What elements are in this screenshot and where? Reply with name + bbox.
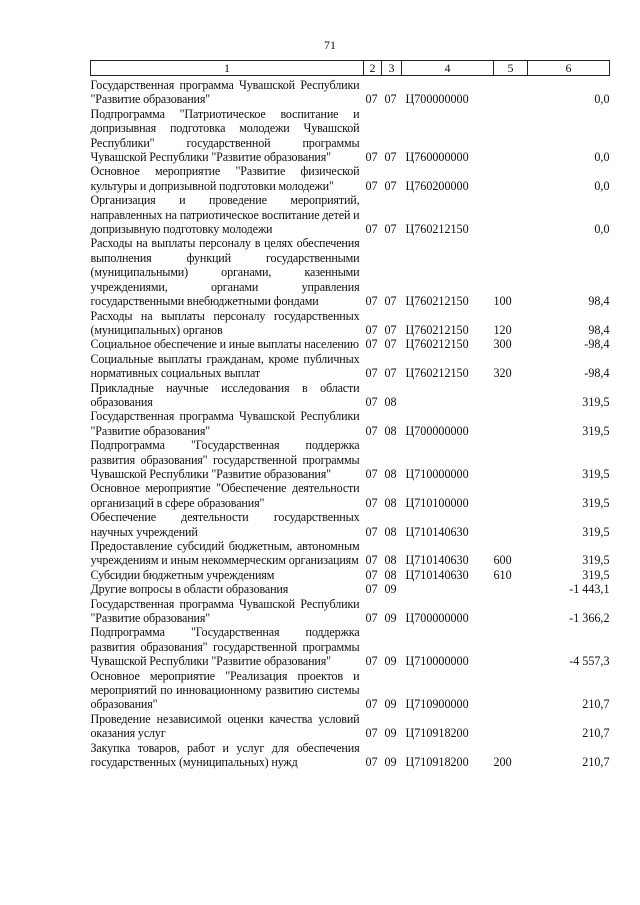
row-amount: 319,5 (582, 495, 610, 510)
row-section-code: 07 (365, 466, 378, 481)
row-expense-type-code (494, 164, 528, 193)
table-row (91, 597, 610, 626)
table-row (91, 481, 610, 510)
row-section-code: 07 (365, 322, 378, 337)
row-section-code: 07 (365, 394, 378, 409)
row-target-article-code: Ц710140630 (405, 567, 469, 582)
row-expense-type-code: 120 (493, 322, 512, 337)
row-expense-type-code (494, 481, 528, 510)
row-section-code: 07 (365, 178, 378, 193)
row-target-article-code: Ц710000000 (405, 654, 469, 669)
row-section-code: 07 (365, 294, 378, 309)
row-expense-type-code (494, 510, 528, 539)
row-subsection-code: 09 (384, 755, 397, 770)
row-subsection-code: 07 (384, 222, 397, 237)
table-row (91, 582, 610, 596)
row-amount: -4 557,3 (569, 654, 610, 669)
row-target-article-code (402, 582, 494, 596)
row-target-article-code: Ц760212150 (405, 222, 469, 237)
row-target-article-code: Ц710900000 (405, 697, 469, 712)
row-name: Подпрограмма "Государственная поддержка развития образования" государственной программы Чувашской Республики "Развитие образования" (90, 625, 360, 669)
row-name: Обеспечение деятельности государственных научных учреждений (90, 510, 360, 539)
row-name: Государственная программа Чувашской Республики "Развитие образования" (90, 409, 360, 438)
row-section-code: 07 (365, 726, 378, 741)
table-row (91, 309, 610, 338)
table-row (91, 337, 610, 351)
row-section-code: 07 (365, 337, 378, 352)
table-row (91, 510, 610, 539)
row-expense-type-code (494, 193, 528, 236)
row-subsection-code: 07 (384, 337, 397, 352)
column-header-section: 2 (364, 61, 382, 76)
table-row (91, 712, 610, 741)
row-name: Основное мероприятие "Обеспечение деятельности организаций в сфере образования" (90, 481, 360, 510)
row-subsection-code: 09 (384, 582, 397, 597)
row-name: Проведение независимой оценки качества условий оказания услуг (90, 711, 360, 741)
row-expense-type-code (494, 107, 528, 165)
row-subsection-code: 09 (384, 611, 397, 626)
row-amount: 210,7 (582, 726, 610, 741)
column-header-name: 1 (91, 61, 364, 76)
row-target-article-code: Ц710100000 (405, 495, 469, 510)
row-amount: 319,5 (582, 524, 610, 539)
row-section-code: 07 (365, 150, 378, 165)
row-section-code: 07 (365, 524, 378, 539)
row-expense-type-code: 610 (493, 567, 512, 582)
row-expense-type-code: 300 (493, 337, 512, 352)
row-subsection-code: 08 (384, 524, 397, 539)
row-expense-type-code: 100 (493, 294, 512, 309)
row-name: Основное мероприятие "Развитие физической культуры и допризывной подготовки молодежи" (90, 164, 360, 193)
column-header-subsection: 3 (382, 61, 402, 76)
row-amount: 210,7 (582, 755, 610, 770)
row-subsection-code: 09 (384, 697, 397, 712)
row-section-code: 07 (365, 755, 378, 770)
row-subsection-code: 08 (384, 394, 397, 409)
row-subsection-code: 07 (384, 294, 397, 309)
row-subsection-code: 08 (384, 423, 397, 438)
row-target-article-code: Ц700000000 (405, 92, 469, 107)
row-subsection-code: 09 (384, 654, 397, 669)
row-name: Расходы на выплаты персоналу в целях обеспечения выполнения функций государственными (муниципальными) органами, казенными учреждениями, органами управления государственными внебюджетными фондами (90, 236, 360, 309)
table-row (91, 741, 610, 770)
table-row (91, 76, 610, 107)
table-row (91, 625, 610, 668)
row-amount: 0,0 (594, 150, 610, 165)
row-amount: 319,5 (582, 394, 610, 409)
row-target-article-code: Ц710918200 (405, 726, 469, 741)
row-target-article-code: Ц700000000 (405, 611, 469, 626)
row-section-code: 07 (365, 611, 378, 626)
row-section-code: 07 (365, 697, 378, 712)
row-subsection-code: 07 (384, 366, 397, 381)
row-subsection-code: 08 (384, 553, 397, 568)
row-expense-type-code (494, 381, 528, 410)
row-section-code: 07 (365, 92, 378, 107)
row-amount: 319,5 (582, 466, 610, 481)
table-row (91, 381, 610, 410)
table-row (91, 539, 610, 568)
row-name: Закупка товаров, работ и услуг для обеспечения государственных (муниципальных) нужд (90, 740, 360, 770)
row-amount: 98,4 (588, 294, 610, 309)
row-target-article-code: Ц710140630 (405, 524, 469, 539)
row-name: Расходы на выплаты персоналу государственных (муниципальных) органов (90, 308, 360, 337)
row-section-code: 07 (365, 495, 378, 510)
table-row (91, 568, 610, 582)
row-target-article-code: Ц710140630 (405, 553, 469, 568)
table-row (91, 669, 610, 712)
row-target-article-code: Ц760000000 (405, 150, 469, 165)
row-subsection-code: 08 (384, 466, 397, 481)
row-name: Социальные выплаты гражданам, кроме публичных нормативных социальных выплат (90, 351, 360, 381)
row-amount: 0,0 (594, 92, 610, 107)
row-amount: 0,0 (594, 222, 610, 237)
column-header-expense-type: 5 (494, 61, 528, 76)
row-subsection-code: 07 (384, 322, 397, 337)
row-amount: -98,4 (584, 337, 610, 352)
table-row (91, 236, 610, 308)
row-name: Организация и проведение мероприятий, направленных на патриотическое воспитание детей и допризывную подготовку молодежи (90, 193, 360, 237)
row-amount: 319,5 (582, 423, 610, 438)
row-expense-type-code (494, 409, 528, 438)
row-target-article-code: Ц760212150 (405, 366, 469, 381)
budget-table (90, 60, 610, 770)
row-section-code: 07 (365, 423, 378, 438)
row-subsection-code: 09 (384, 726, 397, 741)
row-expense-type-code (494, 76, 528, 107)
row-target-article-code: Ц760212150 (405, 294, 469, 309)
row-section-code: 07 (365, 582, 378, 597)
row-amount: 210,7 (582, 697, 610, 712)
row-name: Подпрограмма "Государственная поддержка развития образования" государственной программы Чувашской Республики "Развитие образования" (90, 438, 360, 481)
row-name: Социальное обеспечение и иные выплаты населению (90, 337, 359, 352)
row-subsection-code: 07 (384, 92, 397, 107)
row-expense-type-code: 600 (493, 553, 512, 568)
row-amount: -98,4 (584, 366, 610, 381)
row-expense-type-code (494, 625, 528, 668)
row-target-article-code: Ц760200000 (405, 178, 469, 193)
row-name: Государственная программа Чувашской Республики "Развитие образования" (90, 78, 360, 107)
row-name: Субсидии бюджетным учреждениям (90, 567, 275, 582)
table-row (91, 438, 610, 481)
row-section-code: 07 (365, 654, 378, 669)
column-header-target-article: 4 (402, 61, 494, 76)
row-section-code: 07 (365, 553, 378, 568)
row-amount: -1 443,1 (569, 582, 610, 597)
row-subsection-code: 08 (384, 495, 397, 510)
row-section-code: 07 (365, 366, 378, 381)
row-subsection-code: 07 (384, 178, 397, 193)
row-name: Подпрограмма "Патриотическое воспитание и допризывная подготовка молодежи Чувашской Республики" государственной программы Чувашской Республики "Развитие образования" (90, 106, 360, 165)
row-amount: 98,4 (588, 322, 610, 337)
row-expense-type-code (494, 597, 528, 626)
row-name: Государственная программа Чувашской Республики "Развитие образования" (90, 596, 360, 626)
row-section-code: 07 (365, 567, 378, 582)
table-row (91, 409, 610, 438)
row-amount: 319,5 (582, 567, 610, 582)
row-name: Основное мероприятие "Реализация проектов и мероприятий по инновационному развитию системы образования" (90, 668, 360, 712)
row-name: Прикладные научные исследования в области образования (90, 380, 360, 409)
row-target-article-code: Ц710918200 (405, 755, 469, 770)
row-expense-type-code (494, 438, 528, 481)
column-header-amount: 6 (528, 61, 610, 76)
row-target-article-code: Ц710000000 (405, 466, 469, 481)
table-row (91, 164, 610, 193)
row-name: Другие вопросы в области образования (90, 582, 289, 597)
row-amount: 319,5 (582, 553, 610, 568)
row-target-article-code: Ц760212150 (405, 337, 469, 352)
row-expense-type-code: 200 (493, 755, 512, 770)
row-subsection-code: 07 (384, 150, 397, 165)
row-target-article-code: Ц760212150 (405, 322, 469, 337)
page-number: 71 (324, 38, 336, 52)
row-subsection-code: 08 (384, 567, 397, 582)
row-expense-type-code (494, 712, 528, 741)
row-target-article-code (402, 381, 494, 410)
table-row (91, 107, 610, 165)
row-amount: -1 366,2 (569, 611, 610, 626)
row-target-article-code: Ц700000000 (405, 423, 469, 438)
row-section-code: 07 (365, 222, 378, 237)
row-expense-type-code: 320 (493, 366, 512, 381)
row-expense-type-code (494, 582, 528, 596)
row-expense-type-code (494, 669, 528, 712)
table-row (91, 352, 610, 381)
row-amount: 0,0 (594, 178, 610, 193)
table-row (91, 193, 610, 236)
row-name: Предоставление субсидий бюджетным, автономным учреждениям и иным некоммерческим организациям (90, 539, 360, 568)
column-number-header (91, 61, 610, 76)
